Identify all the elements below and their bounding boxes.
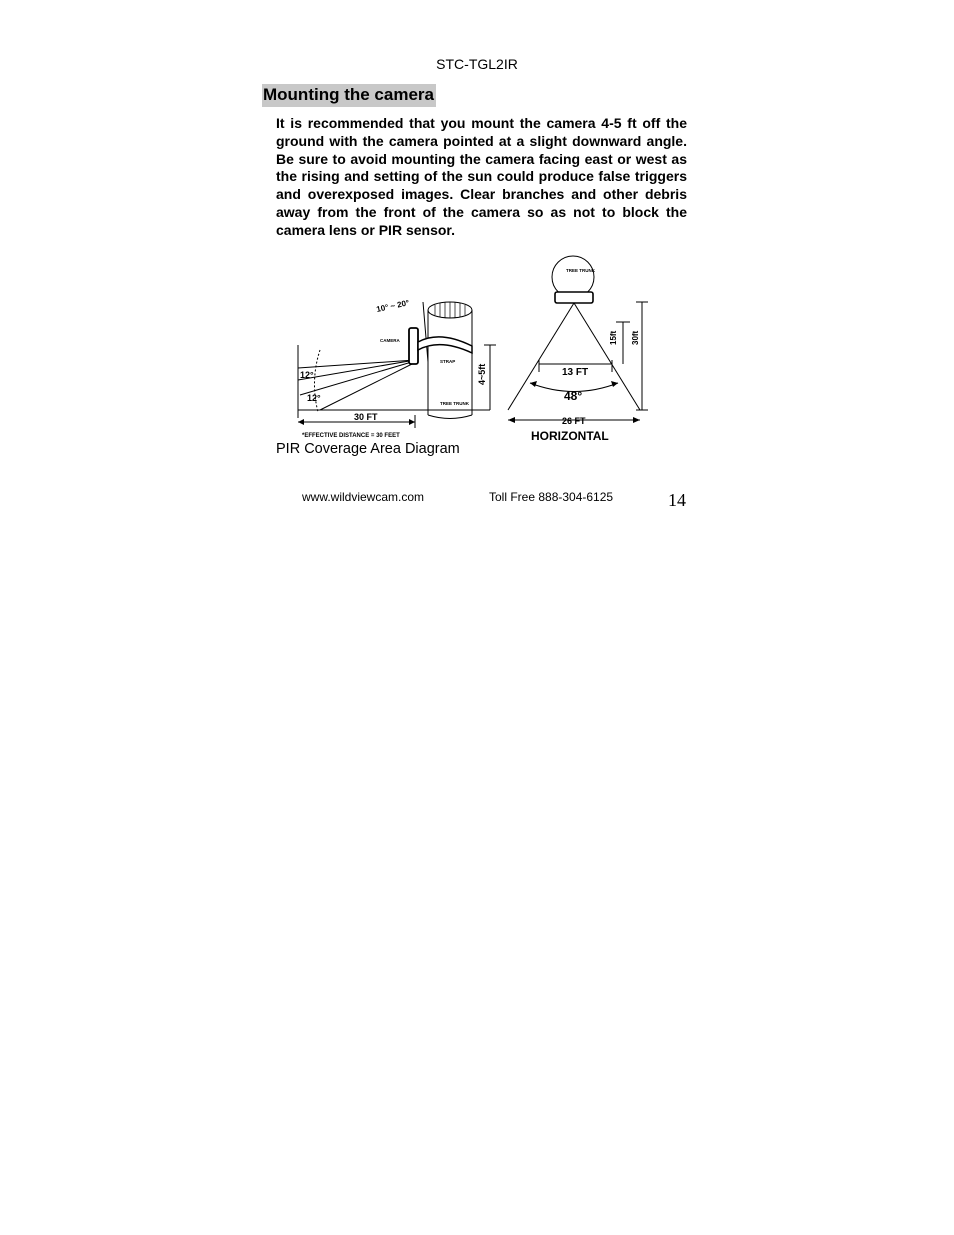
top-camera-body bbox=[555, 292, 593, 303]
side-ray-2 bbox=[300, 361, 415, 395]
coverage-angle-label: 48° bbox=[564, 389, 583, 403]
top-tree-trunk-label: TREE TRUNK bbox=[566, 268, 595, 273]
side-strap bbox=[418, 337, 472, 353]
tilt-angle-label: 10° ~ 20° bbox=[375, 298, 411, 314]
side-trunk-bottom bbox=[428, 415, 472, 419]
near-depth-label: 15ft bbox=[609, 330, 618, 345]
near-width-label: 13 FT bbox=[562, 367, 589, 378]
side-ray-lower bbox=[320, 362, 416, 410]
mounting-instructions-paragraph: It is recommended that you mount the camera 4-5 ft off the ground with the camera pointed at a slight downward angle. Be sure to avoid mounting the camera facing east or west as the rising and setting of the sun could produce false triggers and overexposed images. Clear branches and other debris away from the front of the camera so as not to block the camera lens or PIR sensor. bbox=[276, 115, 687, 238]
top-coverage-right-edge bbox=[574, 303, 640, 410]
side-camera-body bbox=[409, 328, 418, 364]
footer-website: www.wildviewcam.com bbox=[302, 490, 425, 504]
document-header: STC-TGL2IR bbox=[436, 56, 518, 72]
far-depth-label: 30ft bbox=[631, 330, 640, 345]
side-distance-label: 30 FT bbox=[354, 412, 378, 422]
side-tree-trunk-label: TREE TRUNK bbox=[440, 401, 469, 406]
diagram-caption: PIR Coverage Area Diagram bbox=[276, 441, 460, 457]
horizontal-view-label: HORIZONTAL bbox=[531, 429, 609, 443]
pir-coverage-diagram bbox=[290, 250, 650, 445]
strap-label: STRAP bbox=[440, 359, 456, 364]
lower-angle-label: 12° bbox=[307, 393, 321, 403]
upper-angle-label: 12° bbox=[300, 370, 314, 380]
side-ray-upper bbox=[298, 360, 415, 368]
camera-label: CAMERA bbox=[380, 338, 400, 343]
section-title: Mounting the camera bbox=[262, 84, 436, 107]
far-width-label: 26 FT bbox=[562, 416, 586, 426]
mount-height-label: 4~5ft bbox=[477, 363, 487, 385]
footer-phone: Toll Free 888-304-6125 bbox=[489, 490, 614, 504]
page-number: 14 bbox=[668, 490, 686, 510]
side-tilt-line bbox=[423, 302, 428, 362]
effective-distance-note: *EFFECTIVE DISTANCE = 30 FEET bbox=[302, 433, 400, 439]
